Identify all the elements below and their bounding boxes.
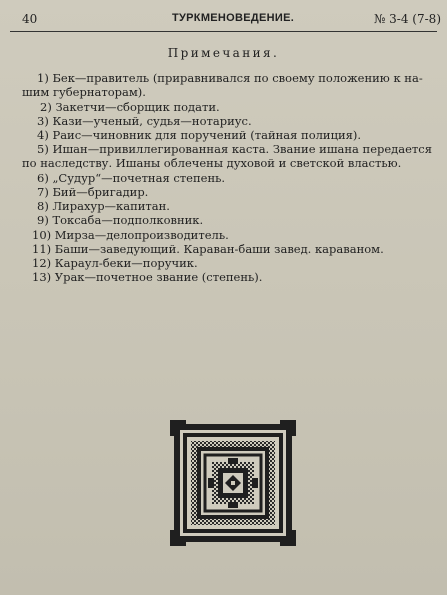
note-line: 4) Раис—чиновник для поручений (тайная полиция). <box>37 128 362 142</box>
page-header <box>0 8 447 30</box>
note-line: 11) Баши—заведующий. Караван-баши завед. караваном. <box>32 242 384 256</box>
page-number: 40 <box>22 12 38 26</box>
note-line: 10) Мирза—делопроизводитель. <box>32 228 229 242</box>
note-line: 8) Лирахур—капитан. <box>37 199 170 213</box>
ornament-icon <box>170 420 296 546</box>
note-line: 2) Закетчи—сборщик подати. <box>40 100 220 114</box>
journal-title: ТУРКМЕНОВЕДЕНИЕ. <box>172 12 295 24</box>
note-line: 3) Кази—ученый, судья—нотариус. <box>37 114 252 128</box>
note-line: 6) „Судур“—почетная степень. <box>37 171 226 185</box>
note-line: 5) Ишан—привиллегированная каста. Звание ишана передается <box>37 142 432 156</box>
issue-number: № 3-4 (7-8) <box>374 12 441 26</box>
note-line: 12) Караул-беки—поручик. <box>32 256 198 270</box>
note-line: 1) Бек—правитель (приравнивался по своему положению к на- <box>37 71 423 85</box>
section-title: Примечания. <box>167 46 280 60</box>
note-line: 13) Урак—почетное звание (степень). <box>32 270 263 284</box>
note-line: 7) Бий—бригадир. <box>37 185 149 199</box>
note-line: 9) Токсаба—подполковник. <box>37 213 204 227</box>
note-line: по наследству. Ишаны облечены духовой и светской властью. <box>22 156 402 170</box>
header-rule <box>10 31 437 32</box>
note-line: шим губернаторам). <box>22 85 146 99</box>
